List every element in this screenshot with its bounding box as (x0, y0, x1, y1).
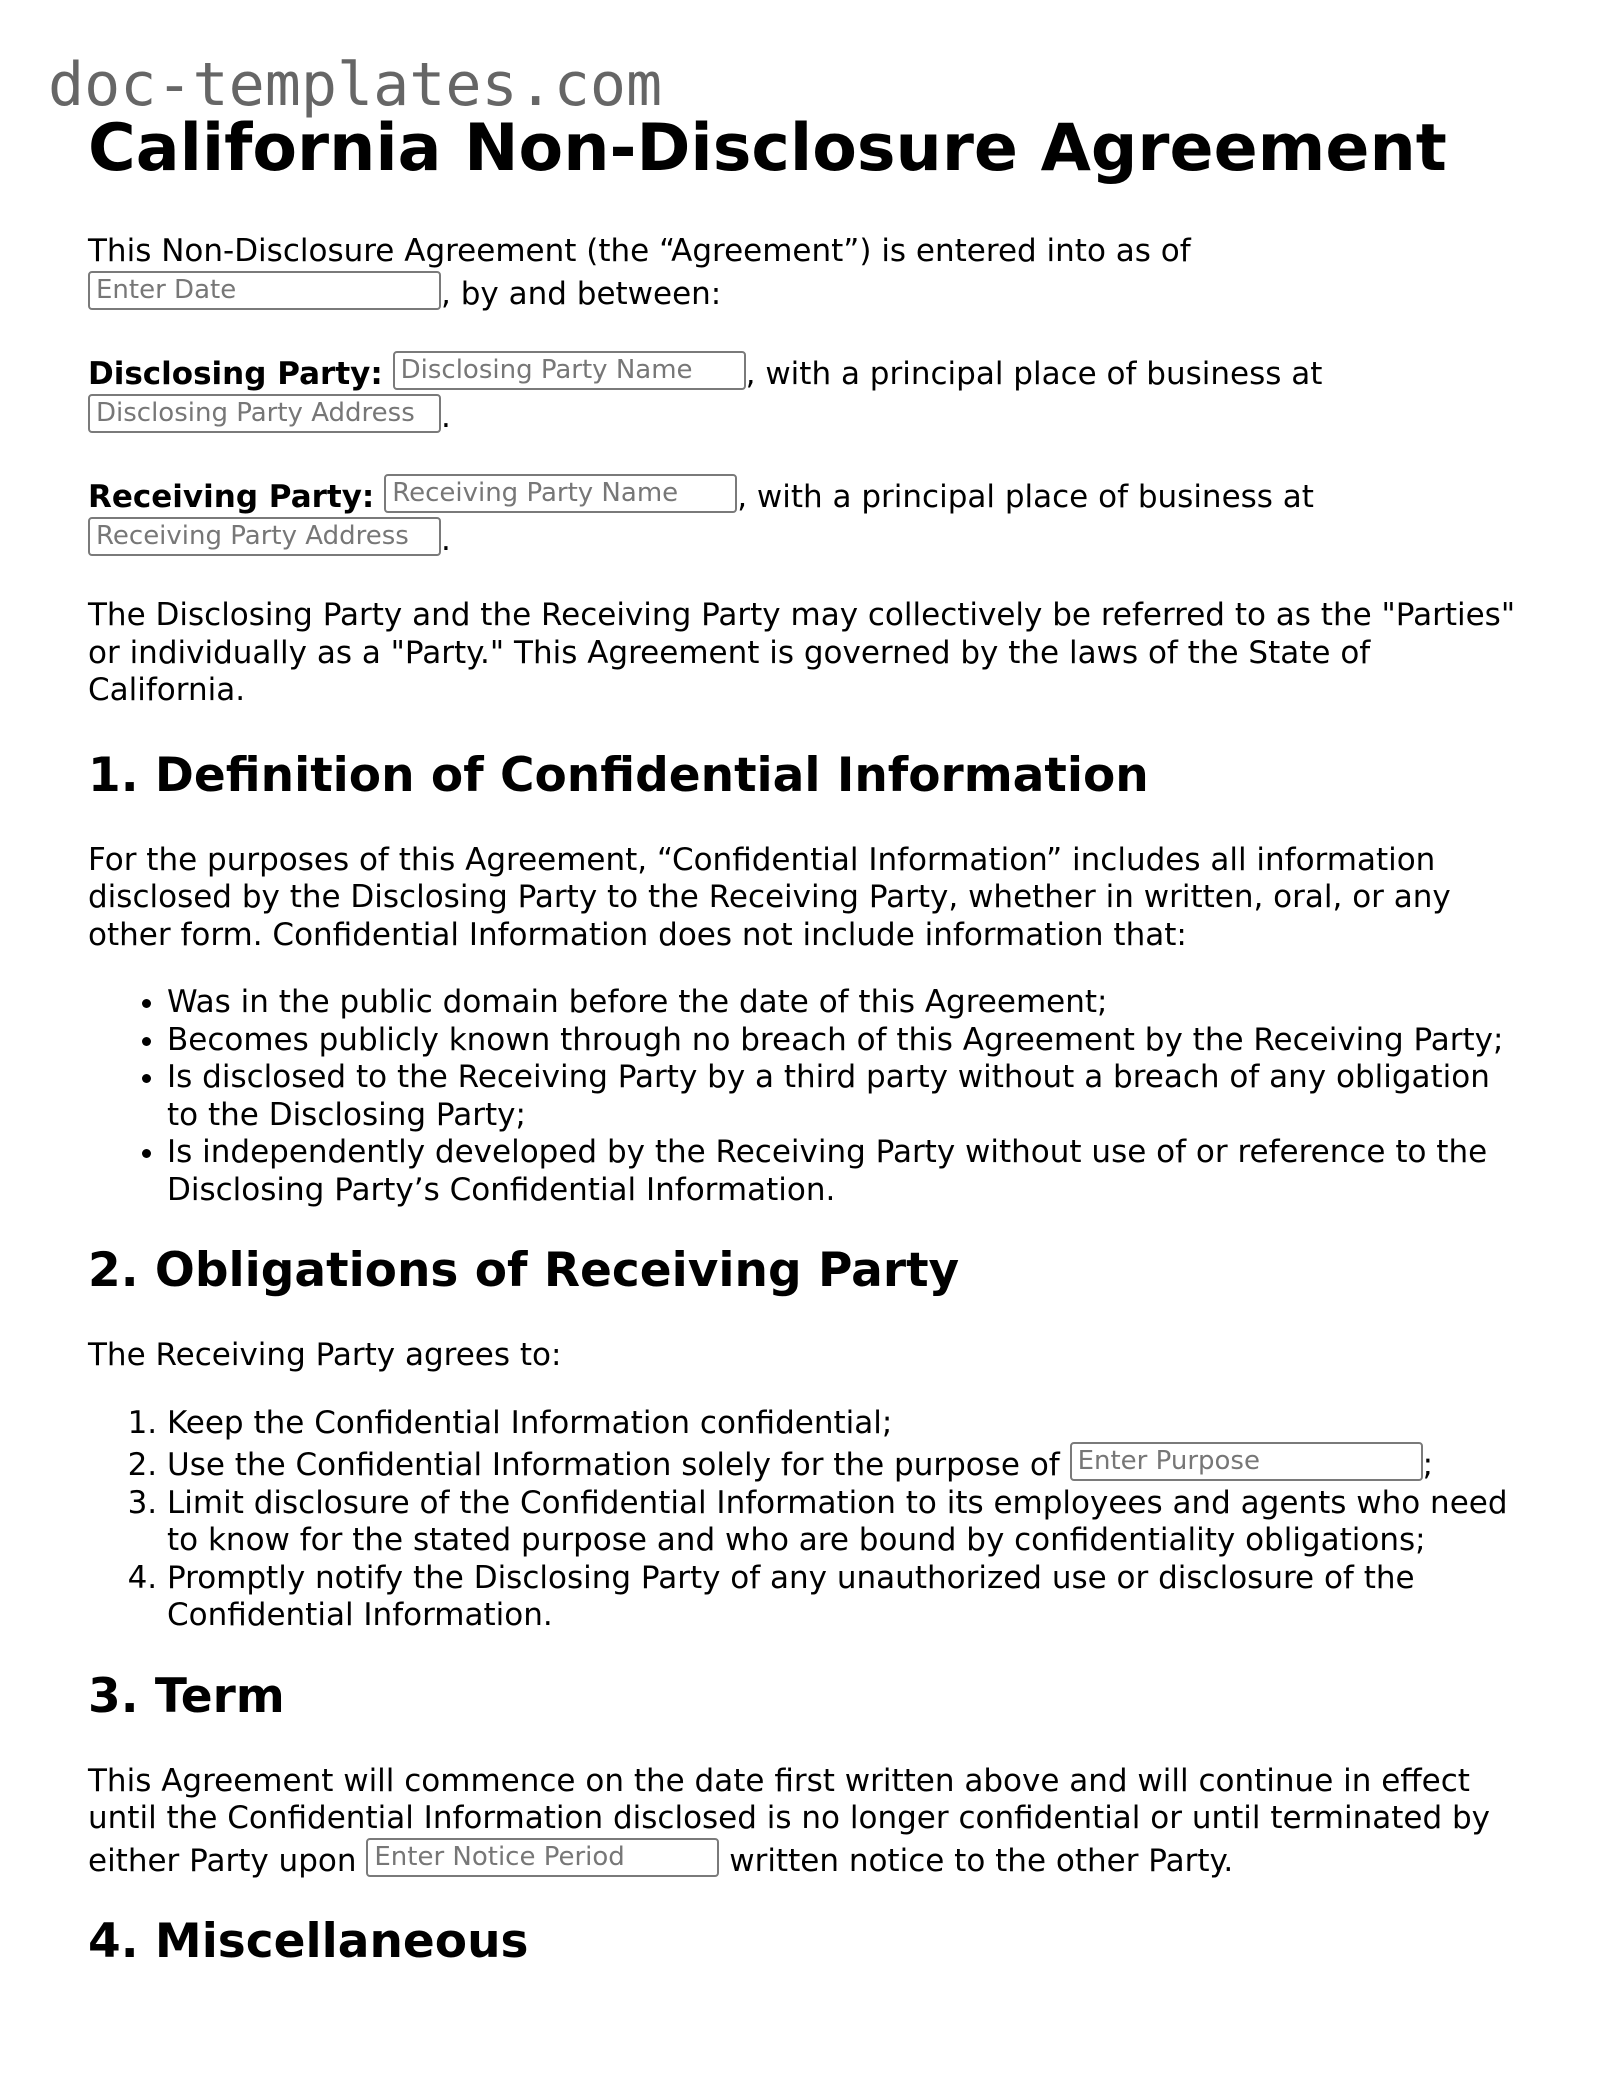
purpose-end: ; (1422, 1447, 1434, 1483)
section-2-heading: 2. Obligations of Receiving Party (88, 1243, 960, 1298)
list-item: • Was in the public domain before the date of this Agreement; (167, 984, 1528, 1022)
section-1-paragraph: For the purposes of this Agreement, “Confidential Information” includes all information disclosed by the Disclosing Party to the Receiving Party, whether in written, oral, or any other form. Confidential Information does not include information that: (88, 841, 1451, 953)
document-title: California Non-Disclosure Agreement (88, 111, 1447, 186)
list-item: 1. Keep the Confidential Information confidential; (167, 1405, 1528, 1443)
intro-text-end: , by and between: (441, 275, 722, 312)
document-page (88, 110, 1528, 1970)
list-item: • Is disclosed to the Receiving Party by a third party without a breach of any obligation to the Disclosing Party; (167, 1059, 1528, 1134)
receiving-party-end: . (441, 521, 451, 558)
disclosing-party-address-field[interactable] (88, 394, 441, 433)
purpose-field[interactable] (1070, 1442, 1423, 1481)
disclosing-party-end: . (441, 398, 451, 435)
term-text: This Agreement will commence on the date first written above and will continue in effect until the Confidential Information disclosed is no longer confidential or until terminated by either Party upon (88, 1762, 1491, 1879)
term-text-end: written notice to the other Party. (729, 1842, 1234, 1879)
purpose-text: Use the Confidential Information solely for the purpose of (167, 1447, 1060, 1483)
intro-paragraph (88, 233, 1528, 313)
list-item: • Is independently developed by the Receiving Party without use of or reference to the Disclosing Party’s Confidential Information. (167, 1134, 1528, 1209)
disclosing-party-label: Disclosing Party: (88, 356, 383, 392)
disclosing-party-name-field[interactable] (393, 351, 746, 390)
section-3-heading: 3. Term (88, 1668, 285, 1724)
disclosing-party-text: , with a principal place of business at (745, 356, 1323, 392)
receiving-party-paragraph (88, 474, 1528, 559)
section-3-paragraph (88, 1763, 1528, 1881)
site-watermark: doc-templates.com (48, 50, 663, 120)
notice-period-field[interactable] (366, 1838, 719, 1877)
parties-paragraph: The Disclosing Party and the Receiving Party may collectively be referred to as the "Parties" or individually as a "Party." This Agreement is governed by the laws of the State of California. (88, 597, 1516, 708)
obligations-list (88, 1405, 1528, 1635)
exclusions-list (88, 984, 1528, 1209)
date-field[interactable] (88, 271, 441, 310)
list-item: 3. Limit disclosure of the Confidential Information to its employees and agents who need to know for the stated purpose and who are bound by confidentiality obligations; (167, 1485, 1528, 1560)
receiving-party-address-field[interactable] (88, 517, 441, 556)
intro-text: This Non-Disclosure Agreement (the “Agreement”) is entered into as of (88, 233, 1191, 269)
section-1-heading: 1. Definition of Confidential Information (88, 747, 1149, 803)
section-4-heading: 4. Miscellaneous (88, 1914, 529, 1969)
receiving-party-label: Receiving Party: (88, 479, 375, 515)
section-2-paragraph: The Receiving Party agrees to: (88, 1337, 562, 1373)
list-item: 4. Promptly notify the Disclosing Party of any unauthorized use or disclosure of the Confidential Information. (167, 1560, 1528, 1635)
receiving-party-text: , with a principal place of business at (737, 479, 1314, 515)
receiving-party-name-field[interactable] (384, 474, 737, 513)
disclosing-party-paragraph (88, 351, 1528, 436)
list-item (167, 1442, 1528, 1485)
list-item: • Becomes publicly known through no breach of this Agreement by the Receiving Party; (167, 1022, 1528, 1060)
